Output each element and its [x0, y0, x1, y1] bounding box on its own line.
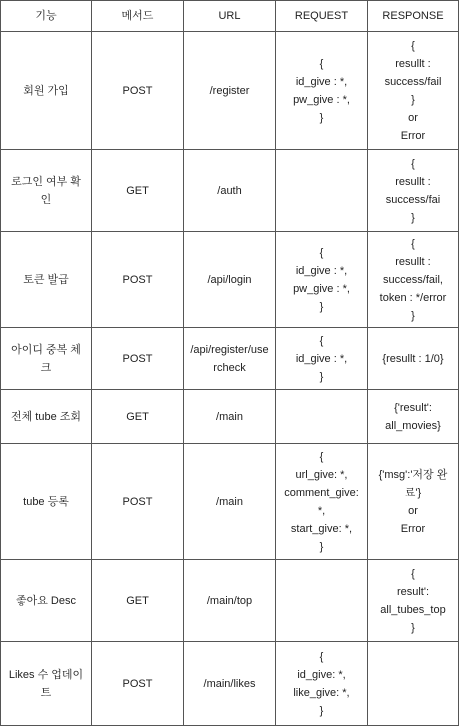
- response-line: success/fai: [385, 193, 441, 206]
- cell-response: [368, 232, 459, 328]
- response-line: resullt :: [395, 255, 431, 268]
- table-row: [1, 232, 459, 328]
- cell-feature: [1, 560, 92, 642]
- cell-feature: [1, 32, 92, 150]
- cell-request: [276, 642, 368, 726]
- cell-response: [368, 150, 459, 232]
- cell-request: [276, 32, 368, 150]
- request-line: id_give: *,: [297, 668, 346, 681]
- request-line: *,: [317, 504, 326, 517]
- response-line: {: [411, 237, 415, 250]
- cell-url: [184, 232, 276, 328]
- request-line: {: [319, 650, 324, 663]
- response-line: resullt :: [395, 57, 431, 70]
- response-line: success/fail: [384, 75, 442, 88]
- cell-request: [276, 390, 368, 444]
- url-line: /main: [216, 495, 243, 508]
- feature-line: 아이디 중복 체: [11, 343, 81, 356]
- request-line: }: [319, 111, 324, 124]
- cell-response: [368, 560, 459, 642]
- request-line: id_give : *,: [295, 264, 348, 277]
- cell-response: [368, 32, 459, 150]
- cell-feature: [1, 328, 92, 390]
- cell-method: POST: [92, 444, 184, 560]
- cell-feature: [1, 390, 92, 444]
- feature-line: 토큰 발급: [23, 273, 69, 286]
- table-row: [1, 560, 459, 642]
- response-line: or: [408, 111, 418, 124]
- cell-feature: [1, 232, 92, 328]
- request-line: }: [319, 300, 324, 313]
- cell-request: [276, 150, 368, 232]
- response-line: Error: [400, 129, 426, 142]
- response-line: {: [411, 567, 415, 580]
- header-feature: 기능: [1, 1, 92, 32]
- response-line: 료'}: [404, 486, 422, 499]
- response-line: }: [411, 93, 415, 106]
- url-line: /main/likes: [203, 677, 256, 690]
- cell-method: POST: [92, 642, 184, 726]
- cell-method: GET: [92, 390, 184, 444]
- cell-request: [276, 328, 368, 390]
- response-line: all_movies}: [385, 419, 441, 432]
- request-line: start_give: *,: [290, 522, 353, 535]
- cell-url: [184, 328, 276, 390]
- cell-url: [184, 560, 276, 642]
- response-line: or: [408, 504, 418, 517]
- table-row: [1, 642, 459, 726]
- header-response: RESPONSE: [368, 1, 459, 32]
- response-line: {: [411, 157, 415, 170]
- url-line: rcheck: [213, 361, 246, 374]
- cell-response: [368, 390, 459, 444]
- request-line: pw_give : *,: [293, 282, 350, 295]
- table-row: [1, 390, 459, 444]
- response-line: success/fail,: [383, 273, 443, 286]
- response-line: {resullt : 1/0}: [382, 352, 444, 365]
- url-line: /main: [216, 410, 243, 423]
- header-request: REQUEST: [276, 1, 368, 32]
- table-row: [1, 444, 459, 560]
- cell-method: POST: [92, 328, 184, 390]
- response-line: result':: [396, 585, 430, 598]
- cell-url: [184, 444, 276, 560]
- response-line: {: [411, 39, 415, 52]
- response-line: }: [411, 309, 415, 322]
- request-line: {: [319, 246, 324, 259]
- cell-response: [368, 328, 459, 390]
- cell-url: [184, 32, 276, 150]
- cell-response: [368, 444, 459, 560]
- feature-line: 좋아요 Desc: [16, 594, 76, 607]
- cell-url: [184, 642, 276, 726]
- request-line: id_give : *,: [295, 352, 348, 365]
- request-line: }: [319, 540, 324, 553]
- response-line: {'result':: [394, 401, 432, 414]
- url-line: /api/register/use: [190, 343, 269, 356]
- response-line: resullt :: [395, 175, 431, 188]
- feature-line: Likes 수 업데이: [8, 668, 84, 681]
- feature-line: tube 등록: [23, 495, 69, 508]
- url-line: /main/top: [206, 594, 253, 607]
- request-line: }: [319, 704, 324, 717]
- cell-request: [276, 444, 368, 560]
- response-line: Error: [400, 522, 426, 535]
- cell-url: [184, 150, 276, 232]
- cell-request: [276, 232, 368, 328]
- cell-method: POST: [92, 32, 184, 150]
- feature-line: 인: [40, 193, 52, 206]
- cell-method: GET: [92, 560, 184, 642]
- table-row: [1, 328, 459, 390]
- feature-line: 로그인 여부 확: [11, 175, 81, 188]
- request-line: url_give: *,: [295, 468, 348, 481]
- cell-method: POST: [92, 232, 184, 328]
- response-line: }: [411, 621, 415, 634]
- response-line: {'msg':'저장 완: [378, 468, 448, 481]
- request-line: {: [319, 334, 324, 347]
- header-url: URL: [184, 1, 276, 32]
- header-method: 메서드: [92, 1, 184, 32]
- table-row: [1, 32, 459, 150]
- feature-line: 회원 가입: [23, 84, 69, 97]
- cell-method: GET: [92, 150, 184, 232]
- table-row: [1, 150, 459, 232]
- url-line: /register: [209, 84, 250, 97]
- cell-request: [276, 560, 368, 642]
- table-body: [1, 32, 459, 726]
- request-line: }: [319, 370, 324, 383]
- url-line: /api/login: [207, 273, 252, 286]
- header-row: [1, 1, 459, 32]
- cell-feature: [1, 150, 92, 232]
- cell-response: [368, 642, 459, 726]
- response-line: }: [411, 211, 415, 224]
- request-line: like_give: *,: [293, 686, 350, 699]
- request-line: id_give : *,: [295, 75, 348, 88]
- feature-line: 트: [40, 686, 52, 699]
- cell-feature: [1, 642, 92, 726]
- request-line: comment_give:: [284, 486, 359, 499]
- response-line: token : */error: [379, 291, 447, 304]
- url-line: /auth: [217, 184, 242, 197]
- request-line: {: [319, 57, 324, 70]
- request-line: pw_give : *,: [293, 93, 350, 106]
- feature-line: 크: [40, 361, 52, 374]
- response-line: all_tubes_top: [380, 603, 446, 616]
- cell-feature: [1, 444, 92, 560]
- request-line: {: [319, 450, 324, 463]
- cell-url: [184, 390, 276, 444]
- feature-line: 전체 tube 조회: [10, 410, 82, 423]
